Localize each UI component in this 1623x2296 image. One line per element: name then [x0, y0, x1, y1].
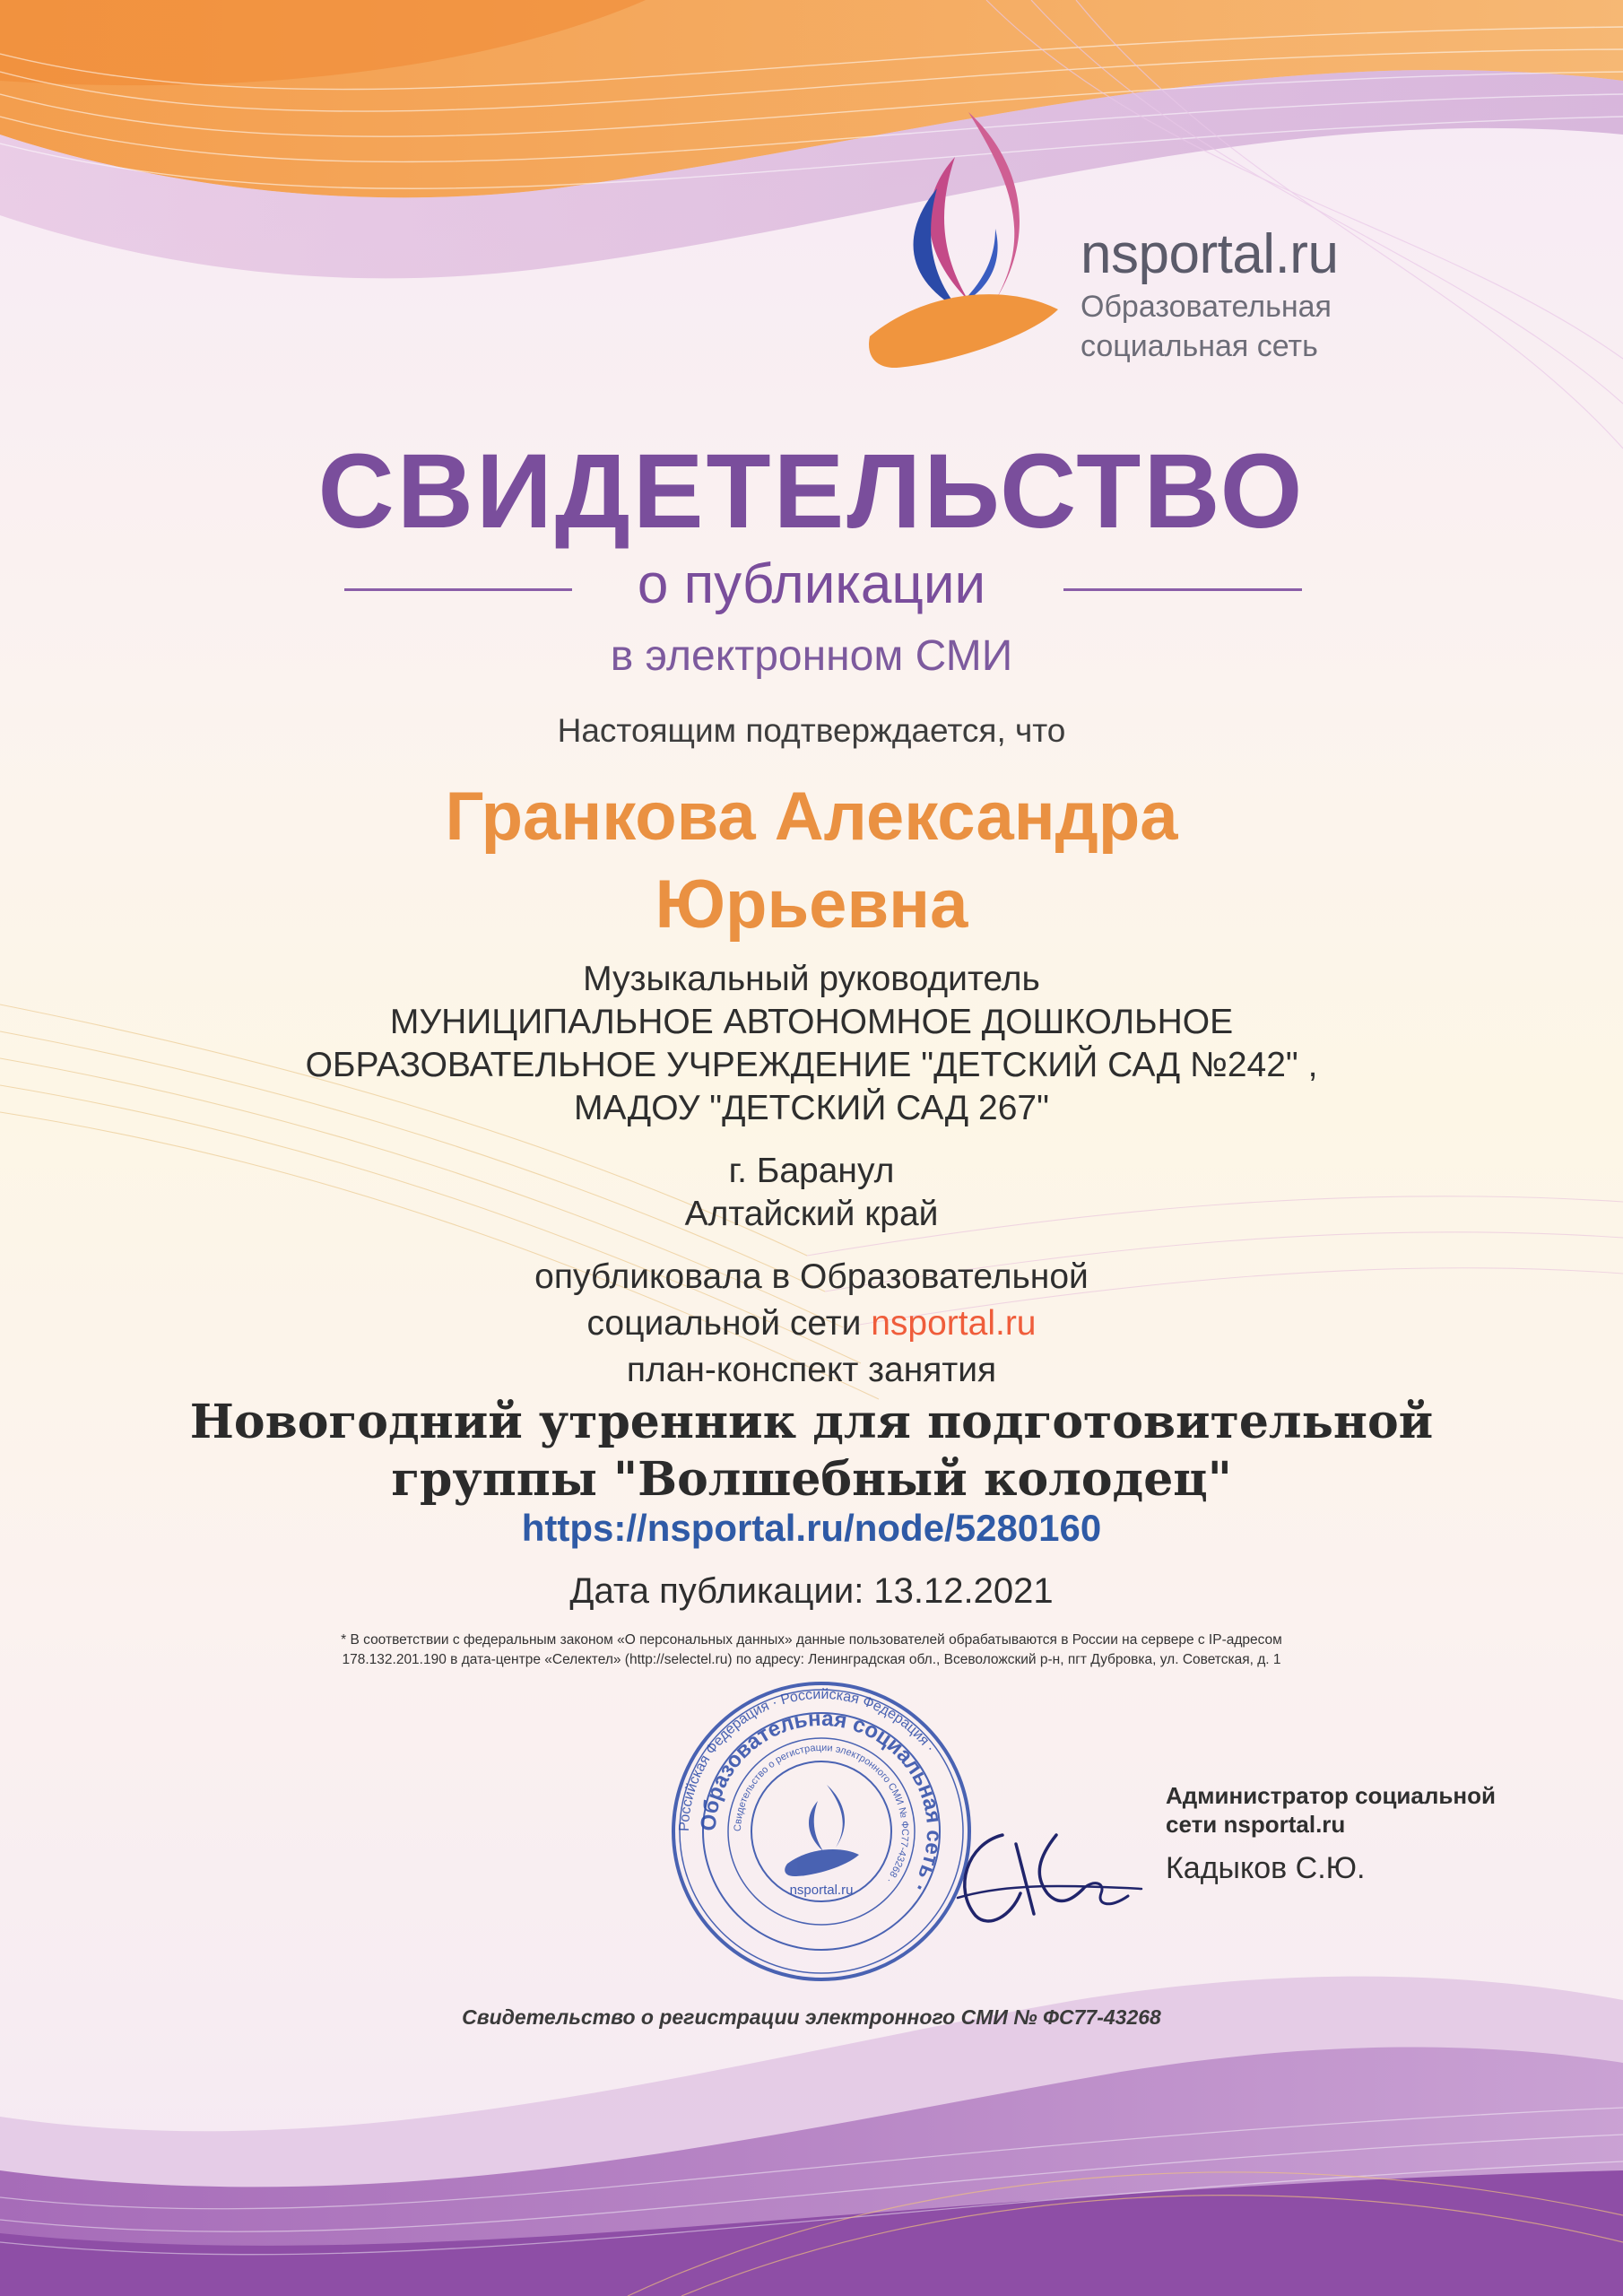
- stamp-center-label: nsportal.ru: [789, 1883, 854, 1898]
- registration-statement: Свидетельство о регистрации электронного СМИ № ФС77-43268: [462, 2005, 1161, 2029]
- official-stamp-seal: [669, 1679, 974, 1984]
- organization-line2: ОБРАЗОВАТЕЛЬНОЕ УЧРЕЖДЕНИЕ "ДЕТСКИЙ САД №242" ,: [305, 1046, 1318, 1084]
- region: Алтайский край: [684, 1195, 939, 1233]
- publication-line3: план-конспект занятия: [626, 1351, 997, 1389]
- legal-footnote-line2: 178.132.201.190 в дата-центре «Селектел» (http://selectel.ru) по адресу: Ленинградская обл., Всеволожский р-н, пгт Дубровка, ул. Советская, д. 1: [342, 1652, 1281, 1667]
- work-title-line1: Новогодний утренник для подготовительной: [189, 1395, 1434, 1449]
- publication-line1: опубликовала в Образовательной: [534, 1257, 1089, 1296]
- recipient-position: Музыкальный руководитель: [583, 960, 1040, 998]
- recipient-location: [0, 1150, 1623, 1236]
- recipient-name-line2: Юрьевна: [655, 866, 968, 943]
- administrator-signature: [949, 1808, 1146, 1943]
- stamp-inner-text: Свидетельство о регистрации электронного СМИ № ФС77-43268 ·: [732, 1742, 911, 1885]
- certificate-subtitle-media: в электронном СМИ: [610, 632, 1013, 680]
- nsportal-flame-logo-icon: [861, 103, 1067, 372]
- publication-line2: [0, 1300, 1623, 1347]
- stamp-outer-text: Российская Федерация · Российская Федерация ·: [676, 1686, 938, 1832]
- legal-footnote: [0, 1631, 1623, 1670]
- administrator-label-line1: Администратор социальной: [1166, 1782, 1496, 1809]
- publication-date: Дата публикации: 13.12.2021: [569, 1571, 1054, 1611]
- administrator-name: Кадыков С.Ю.: [1166, 1851, 1366, 1885]
- work-title-line2: группы "Волшебный колодец": [391, 1452, 1232, 1507]
- stamp-ring-text: Образовательная социальная сеть ·: [696, 1706, 947, 1897]
- publication-statement: [0, 1254, 1623, 1394]
- organization-line3: МАДОУ "ДЕТСКИЙ САД 267": [574, 1089, 1049, 1127]
- confirmation-text: Настоящим подтверждается, что: [557, 712, 1066, 749]
- logo-text: [1081, 222, 1338, 366]
- organization-line1: МУНИЦИПАЛЬНОЕ АВТОНОМНОЕ ДОШКОЛЬНОЕ: [389, 1003, 1234, 1041]
- stamp-flame-icon: [785, 1785, 859, 1876]
- certificate-title: СВИДЕТЕЛЬСТВО: [317, 432, 1306, 551]
- administrator-label-line2: сети nsportal.ru: [1166, 1811, 1346, 1838]
- logo-subtitle-line1: Образовательная: [1081, 290, 1332, 324]
- legal-footnote-line1: * В соответствии с федеральным законом «О персональных данных» данные пользователей обрабатываются в России на сервере с IP-адресом: [341, 1632, 1282, 1648]
- logo-subtitle-line2: социальная сеть: [1081, 329, 1318, 363]
- recipient-name-line1: Гранкова Александра: [445, 778, 1178, 855]
- administrator-block: [1166, 1781, 1524, 1889]
- certificate-subtitle: о публикации: [637, 553, 986, 615]
- work-title: [0, 1394, 1623, 1509]
- city: г. Баранул: [728, 1152, 895, 1190]
- recipient-details: [0, 958, 1623, 1130]
- publication-site-name: nsportal.ru: [871, 1304, 1037, 1343]
- recipient-name: [0, 773, 1623, 949]
- publication-line2-prefix: социальной сети: [586, 1304, 872, 1343]
- publication-url-link[interactable]: https://nsportal.ru/node/5280160: [521, 1507, 1102, 1549]
- logo-site-name: nsportal.ru: [1081, 223, 1339, 285]
